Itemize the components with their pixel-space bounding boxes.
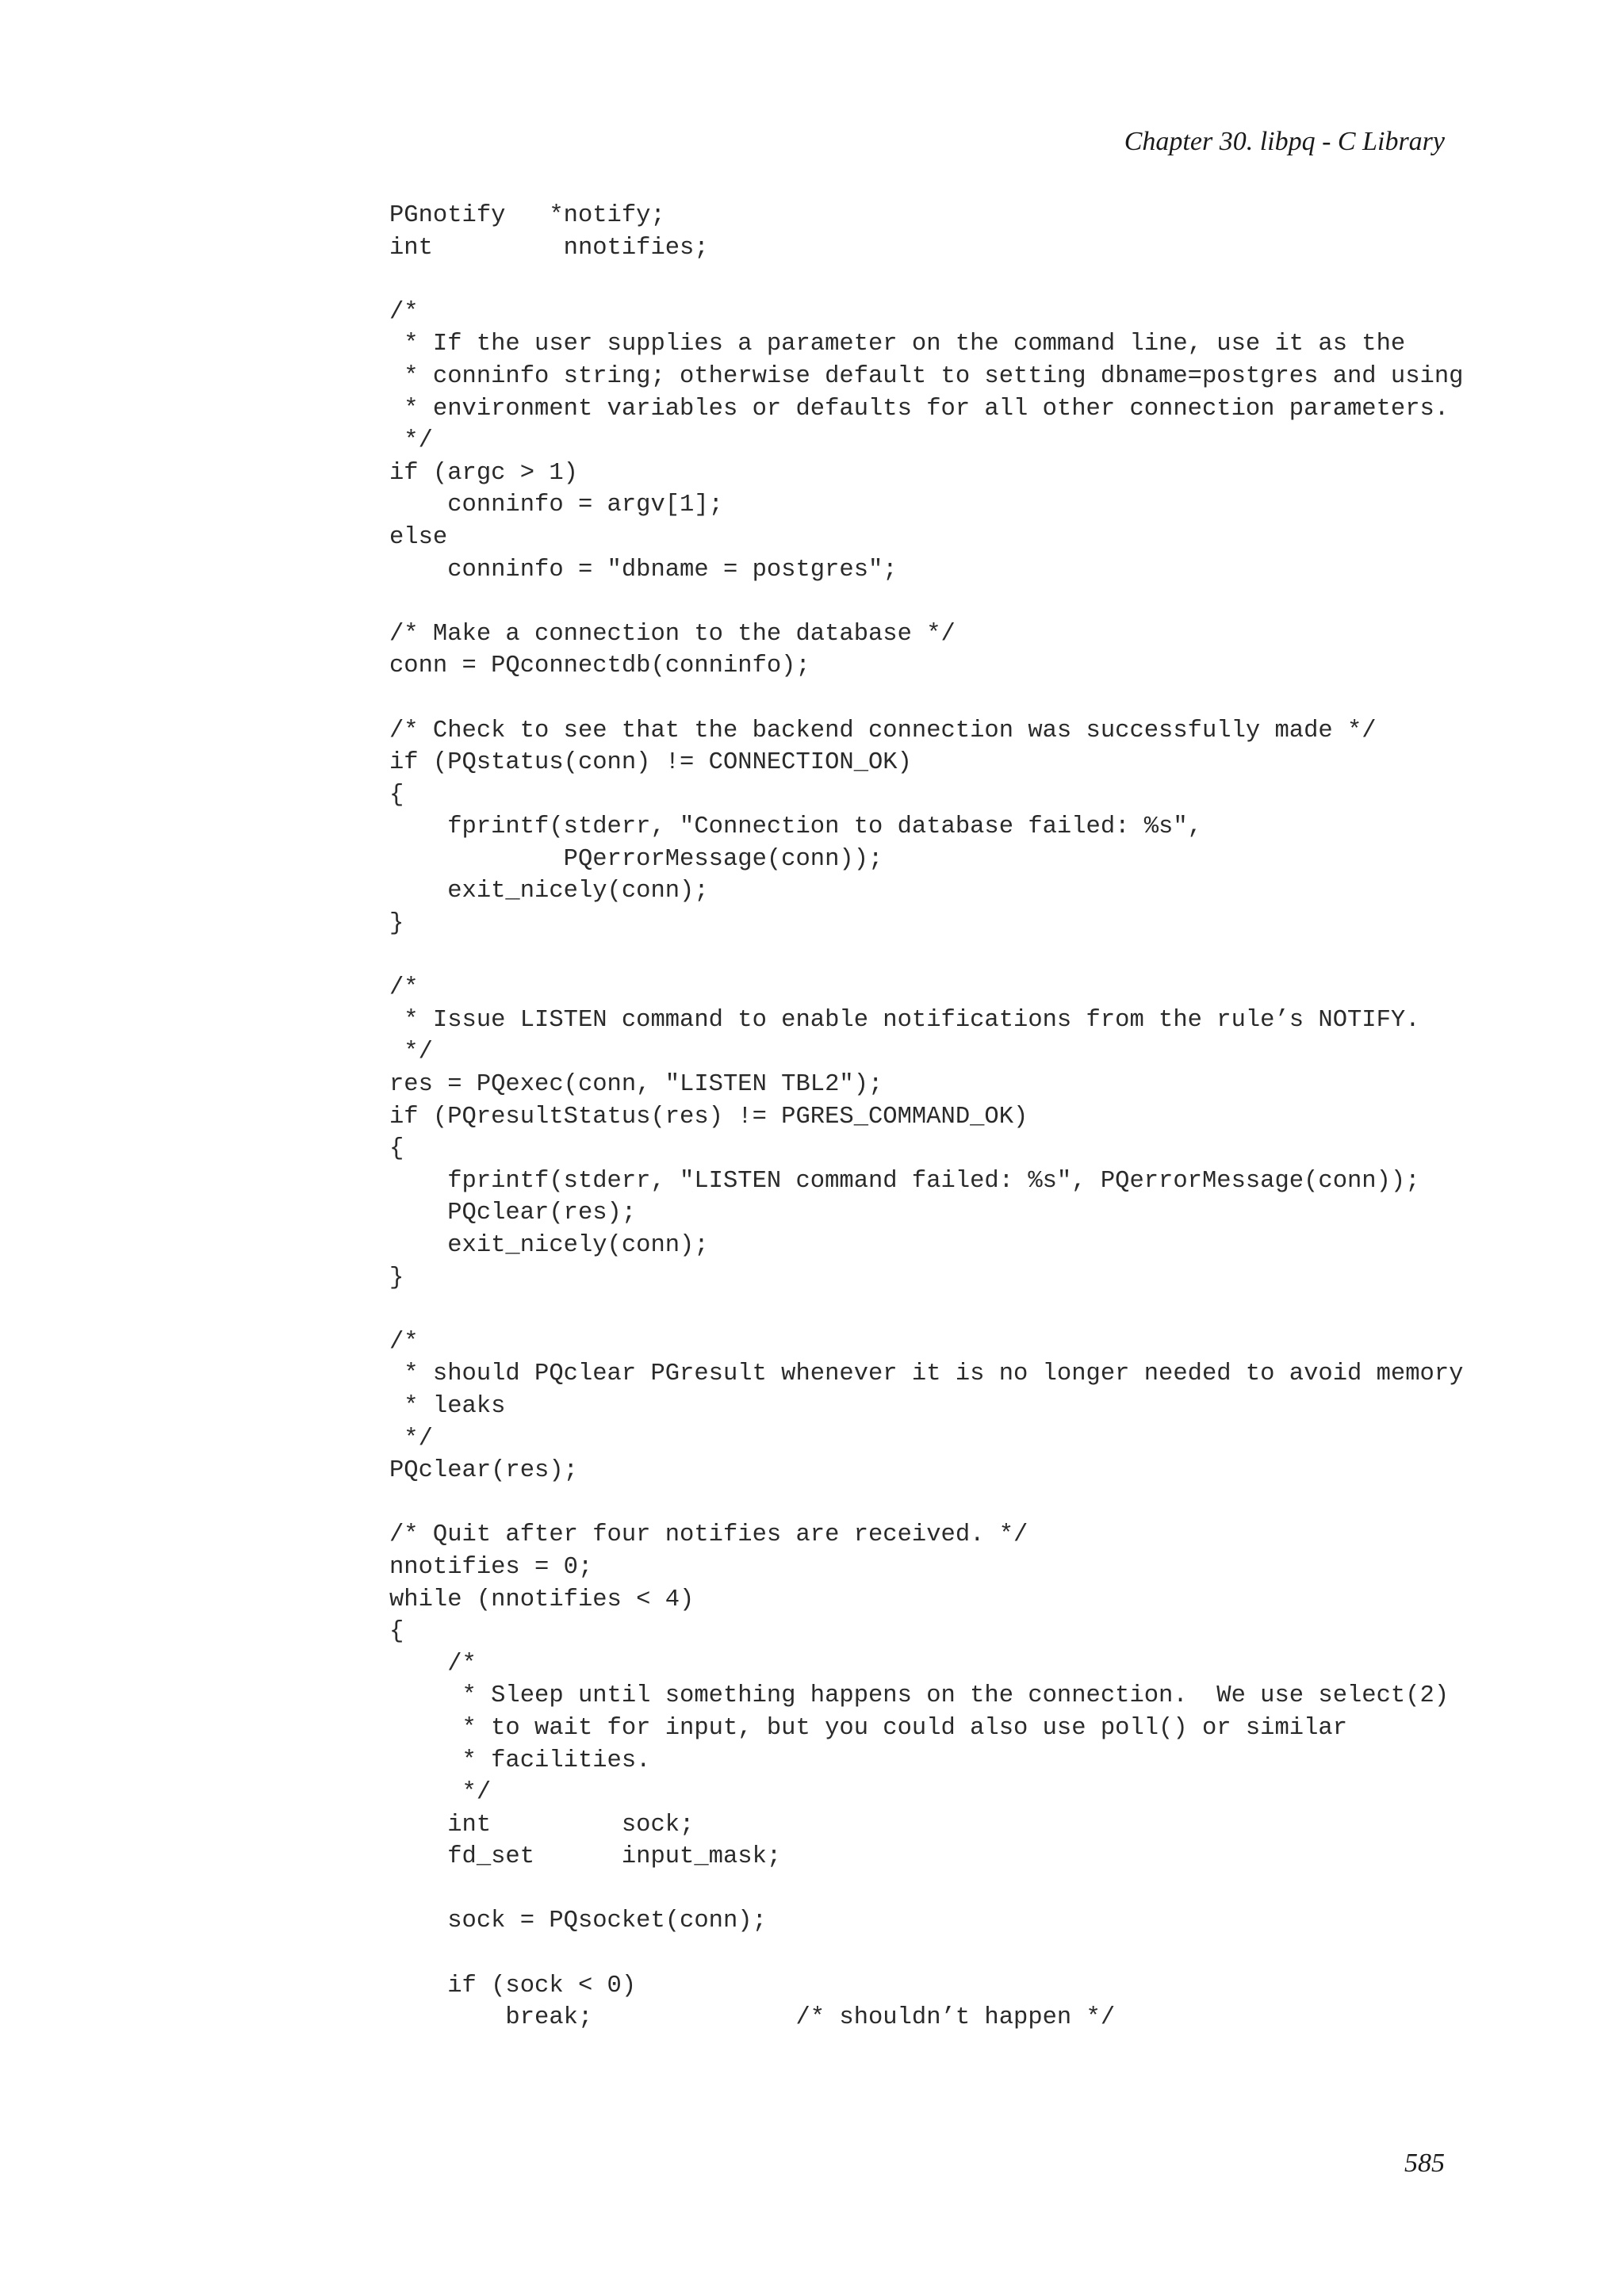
code-line: res = PQexec(conn, "LISTEN TBL2");: [389, 1071, 883, 1099]
code-line: conninfo = "dbname = postgres";: [389, 556, 898, 584]
code-line: if (argc > 1): [389, 459, 578, 487]
code-line: conn = PQconnectdb(conninfo);: [389, 652, 810, 680]
code-line: /* Quit after four notifies are received. */: [389, 1521, 1028, 1549]
code-line: [389, 1873, 1463, 1906]
code-line: if (sock < 0): [389, 1972, 637, 1999]
code-line: }: [389, 910, 404, 938]
code-line: [389, 264, 1463, 297]
code-line: [389, 1938, 1463, 1970]
code-line: fprintf(stderr, "Connection to database failed: %s",: [389, 813, 1202, 841]
code-line: /*: [389, 1328, 419, 1356]
code-line: * environment variables or defaults for all other connection parameters.: [389, 395, 1450, 423]
code-line: [389, 1294, 1463, 1326]
code-line: /*: [389, 974, 419, 1002]
code-line: conninfo = argv[1];: [389, 492, 723, 519]
code-line: PQerrorMessage(conn));: [389, 845, 883, 873]
code-line: if (PQresultStatus(res) != PGRES_COMMAND_OK): [389, 1103, 1028, 1131]
code-line: break; /* shouldn’t happen */: [389, 2004, 1116, 2032]
code-line: * leaks: [389, 1392, 506, 1420]
code-listing: [389, 200, 1463, 2034]
code-line: int sock;: [389, 1811, 695, 1839]
code-line: fd_set input_mask;: [389, 1843, 782, 1871]
code-line: exit_nicely(conn);: [389, 1232, 709, 1259]
code-line: PGnotify *notify;: [389, 202, 665, 229]
code-line: /*: [389, 1650, 477, 1678]
code-line: /*: [389, 298, 419, 326]
code-line: exit_nicely(conn);: [389, 878, 709, 905]
code-line: nnotifies = 0;: [389, 1553, 593, 1581]
code-line: */: [389, 1425, 433, 1452]
code-line: * to wait for input, but you could also use poll() or similar: [389, 1714, 1347, 1742]
code-line: [389, 940, 1463, 973]
code-line: sock = PQsocket(conn);: [389, 1908, 767, 1935]
code-line: /* Make a connection to the database */: [389, 620, 956, 648]
code-line: * conninfo string; otherwise default to setting dbname=postgres and using: [389, 362, 1464, 390]
code-line: */: [389, 1779, 492, 1807]
page-number: 585: [1404, 2149, 1445, 2178]
code-line: while (nnotifies < 4): [389, 1586, 695, 1613]
code-line: /* Check to see that the backend connection was successfully made */: [389, 717, 1377, 744]
code-line: PQclear(res);: [389, 1457, 578, 1485]
code-line: {: [389, 1135, 404, 1163]
code-line: * Issue LISTEN command to enable notifications from the rule’s NOTIFY.: [389, 1006, 1420, 1034]
code-line: if (PQstatus(conn) != CONNECTION_OK): [389, 749, 912, 777]
code-line: * Sleep until something happens on the connection. We use select(2): [389, 1682, 1450, 1710]
code-line: */: [389, 427, 433, 455]
code-line: * If the user supplies a parameter on the command line, use it as the: [389, 331, 1406, 358]
code-line: PQclear(res);: [389, 1200, 637, 1227]
code-line: else: [389, 523, 448, 551]
code-line: }: [389, 1264, 404, 1292]
code-line: * should PQclear PGresult whenever it is no longer needed to avoid memory: [389, 1360, 1464, 1388]
code-line: * facilities.: [389, 1747, 651, 1774]
code-line: [389, 683, 1463, 715]
code-line: int nnotifies;: [389, 234, 709, 262]
code-line: {: [389, 1618, 404, 1646]
code-line: {: [389, 781, 404, 809]
code-line: [389, 586, 1463, 618]
code-line: fprintf(stderr, "LISTEN command failed: %s", PQerrorMessage(conn));: [389, 1167, 1420, 1195]
code-line: [389, 1487, 1463, 1520]
chapter-header: Chapter 30. libpq - C Library: [1124, 127, 1445, 156]
code-line: */: [389, 1039, 433, 1066]
